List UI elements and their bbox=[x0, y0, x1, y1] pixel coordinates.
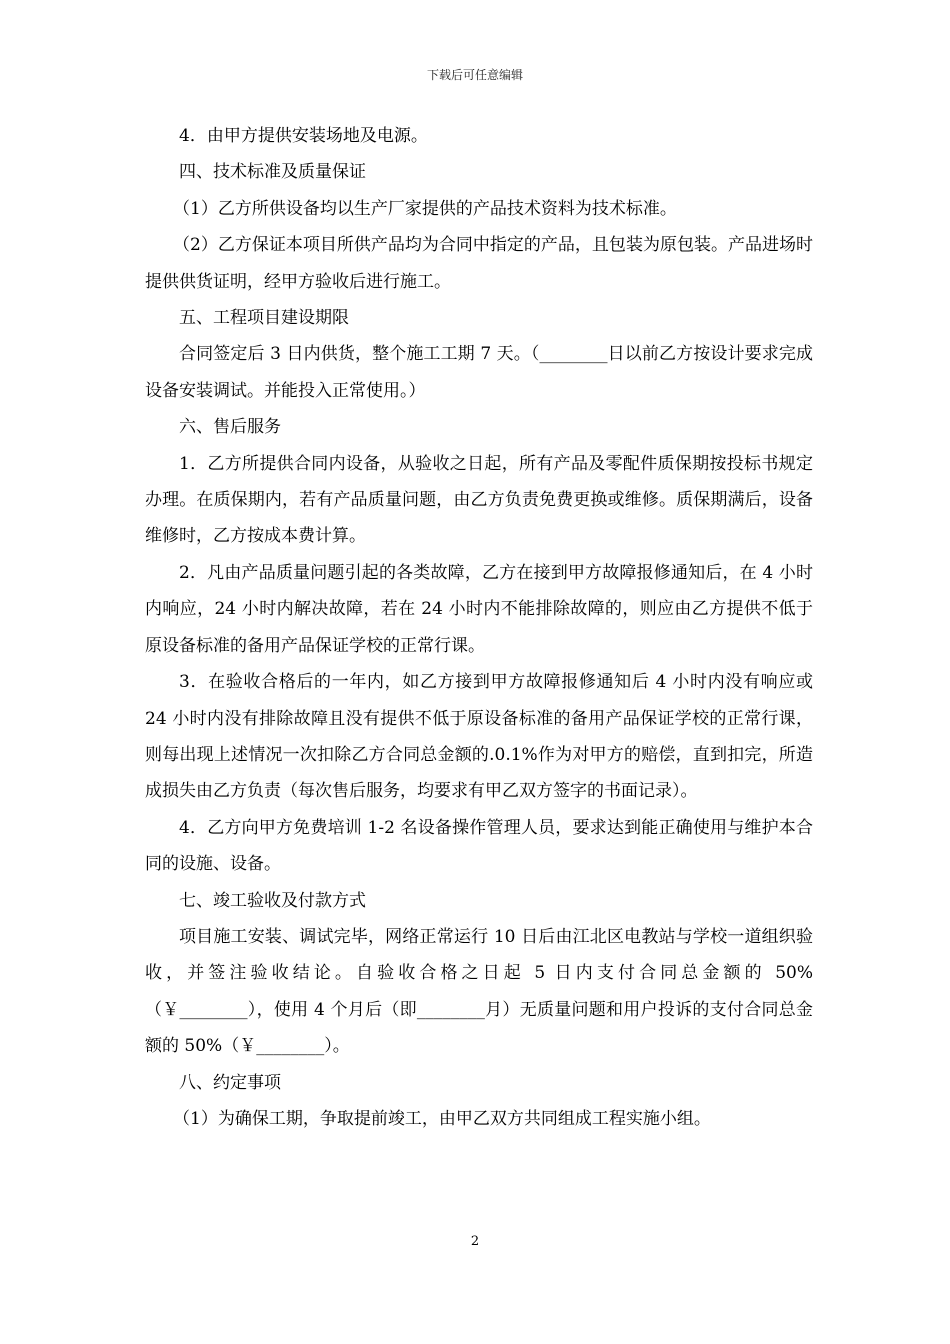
paragraph: 4．乙方向甲方免费培训 1-2 名设备操作管理人员，要求达到能正确使用与维护本合同的设施、设备。 bbox=[145, 817, 813, 875]
section-heading: 五、工程项目建设期限 bbox=[179, 308, 349, 329]
paragraph: 4．由甲方提供安装场地及电源。 bbox=[179, 126, 428, 146]
paragraph: （1）为确保工期，争取提前竣工，由甲乙双方共同组成工程实施小组。 bbox=[173, 1108, 711, 1129]
paragraph: 3．在验收合格后的一年内，如乙方接到甲方故障报修通知后 4 小时内没有响应或 24 小时内没有排除故障且没有提供不低于原设备标准的备用产品保证学校的正常行课，则每出现上述情况一次扣除乙方合同总金额的.0.1%作为对甲方的赔偿，直到扣完，所造成损失由乙方负责（每次售后服务，均要求有甲乙双方签字的书面记录）。 bbox=[145, 672, 819, 802]
paragraph: 项目施工安装、调试完毕，网络正常运行 10 日后由江北区电教站与学校一道组织验收，并签注验收结论。自验收合格之日起 5 日内支付合同总金额的 50%（￥________），使用 4 个月后（即________月）无质量问题和用户投诉的支付合同总金额的 50%（￥________）。 bbox=[145, 926, 813, 1057]
paragraph: 1．乙方所提供合同内设备，从验收之日起，所有产品及零配件质保期按投标书规定办理。在质保期内，若有产品质量问题，由乙方负责免费更换或维修。质保期满后，设备维修时，乙方按成本费计算。 bbox=[145, 453, 813, 547]
paragraph: 2．凡由产品质量问题引起的各类故障，乙方在接到甲方故障报修通知后，在 4 小时内响应，24 小时内解决故障，若在 24 小时内不能排除故障的，则应由乙方提供不低于原设备标准的备用产品保证学校的正常行课。 bbox=[145, 562, 813, 656]
section-heading: 八、约定事项 bbox=[179, 1072, 281, 1093]
page-number: 2 bbox=[470, 1234, 480, 1249]
paragraph: （1）乙方所供设备均以生产厂家提供的产品技术资料为技术标准。 bbox=[173, 198, 677, 219]
section-heading: 四、技术标准及质量保证 bbox=[179, 162, 366, 183]
page-header-note: 下载后可任意编辑 bbox=[426, 68, 523, 82]
paragraph: （2）乙方保证本项目所供产品均为合同中指定的产品，且包装为原包装。产品进场时提供供货证明，经甲方验收后进行施工。 bbox=[145, 235, 813, 292]
document-body bbox=[145, 118, 819, 1137]
section-heading: 六、售后服务 bbox=[179, 417, 281, 438]
section-heading: 七、竣工验收及付款方式 bbox=[179, 890, 366, 911]
paragraph: 合同签定后 3 日内供货，整个施工工期 7 天。（________日以前乙方按设计要求完成设备安装调试。并能投入正常使用。） bbox=[145, 344, 813, 401]
